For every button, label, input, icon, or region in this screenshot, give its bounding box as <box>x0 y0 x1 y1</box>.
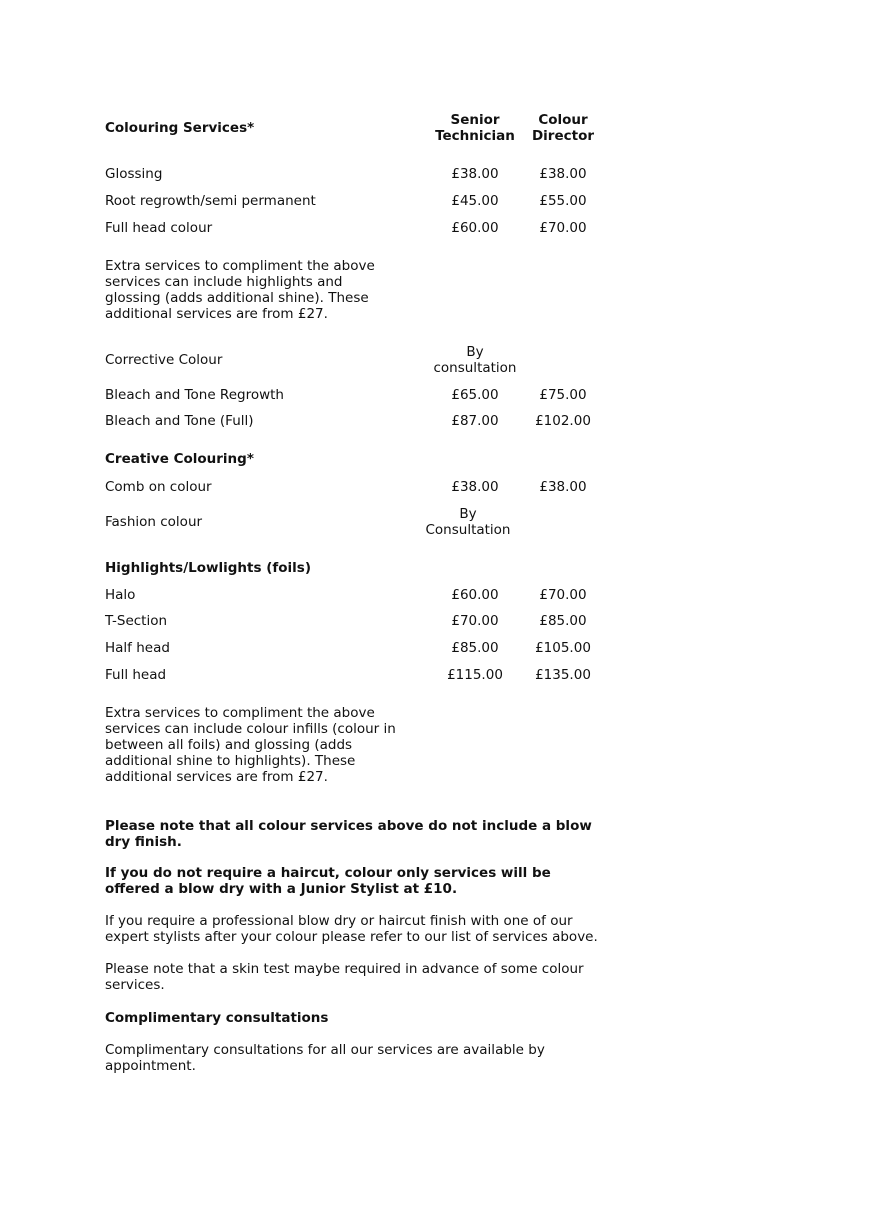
director-price: £102.00 <box>535 413 591 429</box>
senior-price: £87.00 <box>451 413 499 429</box>
director-price: £135.00 <box>535 667 591 683</box>
column-header-colour-director: Colour Director <box>531 112 595 144</box>
director-price: £38.00 <box>539 479 587 495</box>
service-name: Half head <box>105 640 170 656</box>
service-name: Bleach and Tone Regrowth <box>105 387 284 403</box>
senior-price: £115.00 <box>447 667 503 683</box>
extra-services-note: Extra services to compliment the above services can include colour infills (colour in between all foils) and glossing (adds additional shine to highlights). These additional services are from £27. <box>105 705 396 785</box>
service-name: Full head <box>105 667 167 683</box>
director-price: £70.00 <box>539 587 587 603</box>
director-price: £105.00 <box>535 640 591 656</box>
senior-price: £85.00 <box>451 640 499 656</box>
consultations-body: Complimentary consultations for all our services are available by appointment. <box>105 1042 545 1074</box>
director-price: £38.00 <box>539 166 587 182</box>
extra-services-note: Extra services to compliment the above services can include highlights and glossing (adds additional shine). These additional services are from £27. <box>105 258 375 322</box>
senior-price: £45.00 <box>451 193 499 209</box>
blow-dry-note: Please note that all colour services above do not include a blow dry finish. <box>105 818 592 850</box>
service-name: Bleach and Tone (Full) <box>105 413 254 429</box>
no-haircut-note: If you do not require a haircut, colour only services will be offered a blow dry with a Junior Stylist at £10. <box>105 865 551 897</box>
column-header-senior-technician: Senior Technician <box>435 112 515 144</box>
senior-price: By Consultation <box>425 506 511 538</box>
senior-price: £60.00 <box>451 587 499 603</box>
senior-price: £65.00 <box>451 387 499 403</box>
consultations-title: Complimentary consultations <box>105 1010 329 1026</box>
director-price: £55.00 <box>539 193 587 209</box>
senior-price: £38.00 <box>451 479 499 495</box>
senior-price: £60.00 <box>451 220 499 236</box>
section-title-colouring-services: Colouring Services* <box>105 120 255 136</box>
service-name: T-Section <box>105 613 168 629</box>
section-title-highlights-lowlights: Highlights/Lowlights (foils) <box>105 560 311 576</box>
director-price: £75.00 <box>539 387 587 403</box>
skin-test-note: Please note that a skin test maybe required in advance of some colour services. <box>105 961 584 993</box>
service-name: Corrective Colour <box>105 352 223 368</box>
senior-price: £38.00 <box>451 166 499 182</box>
director-price: £70.00 <box>539 220 587 236</box>
director-price: £85.00 <box>539 613 587 629</box>
senior-price: £70.00 <box>451 613 499 629</box>
service-name: Halo <box>105 587 136 603</box>
service-name: Comb on colour <box>105 479 212 495</box>
professional-finish-note: If you require a professional blow dry or haircut finish with one of our expert stylists after your colour please refer to our list of services above. <box>105 913 598 945</box>
service-name: Root regrowth/semi permanent <box>105 193 316 209</box>
section-title-creative-colouring: Creative Colouring* <box>105 451 254 467</box>
senior-price: By consultation <box>433 344 517 376</box>
service-name: Full head colour <box>105 220 213 236</box>
service-name: Fashion colour <box>105 514 203 530</box>
service-name: Glossing <box>105 166 163 182</box>
